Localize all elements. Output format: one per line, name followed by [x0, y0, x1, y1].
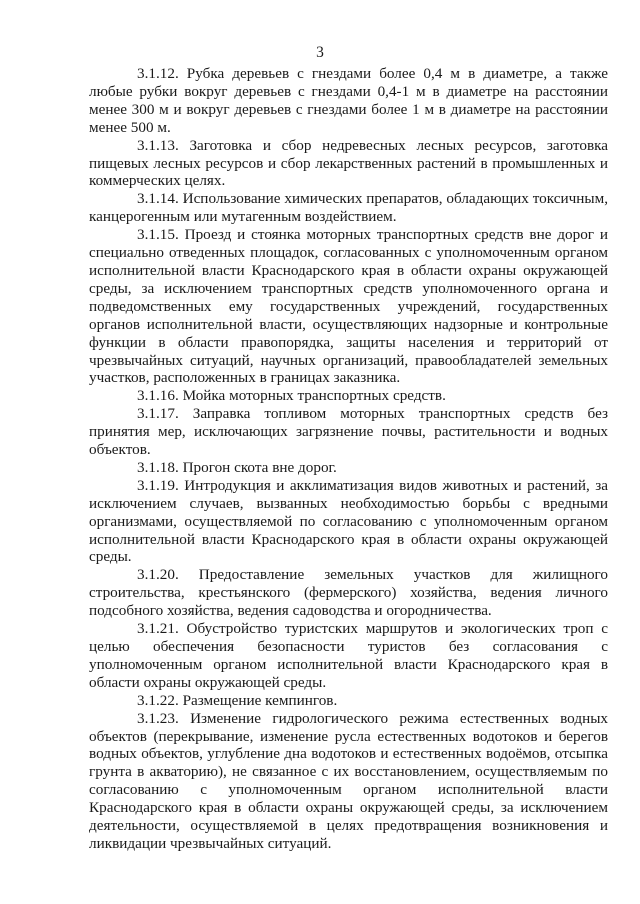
- paragraph-3-1-15: 3.1.15. Проезд и стоянка моторных транспортных средств вне дорог и специально отведенных площадок, согласованных с уполномоченным органом исполнительной власти Краснодарского края в области охраны окружающей среды, за исключением транспортных средств уполномоченного органа и подведомственных ему государственных учреждений, государственных органов исполнительной власти, осуществляющих надзорные и контрольные функции в области правопорядка, защиты населения и территорий от чрезвычайных ситуаций, научных организаций, правообладателей земельных участков, расположенных в границах заказника.: [89, 226, 608, 387]
- paragraph-3-1-18: 3.1.18. Прогон скота вне дорог.: [137, 458, 337, 476]
- paragraph-3-1-23: 3.1.23. Изменение гидрологического режима естественных водных объектов (перекрывание, изменение русла естественных водотоков и берегов водных объектов, углубление дна водотоков и естественных водоёмов, отсыпка грунта в акваторию), не связанное с их восстановлением, осуществляемым по согласованию с уполномоченным органом исполнительной власти Краснодарского края в области охраны окружающей среды, за исключением деятельности, осуществляемой в целях предотвращения возникновения и ликвидации чрезвычайных ситуаций.: [89, 709, 608, 852]
- paragraph-3-1-20: 3.1.20. Предоставление земельных участков для жилищного строительства, крестьянского (фермерского) хозяйства, ведения личного подсобного хозяйства, ведения садоводства и огородничества.: [89, 566, 608, 620]
- paragraph-3-1-14: 3.1.14. Использование химических препаратов, обладающих токсичным, канцерогенным или мутагенным воздействием.: [89, 190, 608, 226]
- document-body: [89, 65, 608, 853]
- paragraph-3-1-21: 3.1.21. Обустройство туристских маршрутов и экологических троп с целью обеспечения безопасности туристов без согласования с уполномоченным органом исполнительной власти Краснодарского края в области охраны окружающей среды.: [89, 620, 608, 691]
- paragraph-3-1-19: 3.1.19. Интродукция и акклиматизация видов животных и растений, за исключением случаев, вызванных необходимостью борьбы с вредными организмами, осуществляемой по согласованию с уполномоченным органом исполнительной власти Краснодарского края в области охраны окружающей среды.: [89, 476, 608, 566]
- paragraph-3-1-12: 3.1.12. Рубка деревьев с гнездами более 0,4 м в диаметре, а также любые рубки вокруг деревьев с гнездами 0,4-1 м в диаметре на расстоянии менее 300 м и вокруг деревьев с гнездами более 1 м в диаметре на расстоянии менее 500 м.: [89, 65, 608, 136]
- paragraph-3-1-22: 3.1.22. Размещение кемпингов.: [137, 691, 338, 709]
- paragraph-3-1-13: 3.1.13. Заготовка и сбор недревесных лесных ресурсов, заготовка пищевых лесных ресурсов и сбор лекарственных растений в промышленных и коммерческих целях.: [89, 136, 608, 190]
- page-number: 3: [316, 44, 324, 61]
- paragraph-3-1-17: 3.1.17. Заправка топливом моторных транспортных средств без принятия мер, исключающих загрязнение почвы, растительности и водных объектов.: [89, 405, 608, 459]
- paragraph-3-1-16: 3.1.16. Мойка моторных транспортных средств.: [137, 387, 446, 405]
